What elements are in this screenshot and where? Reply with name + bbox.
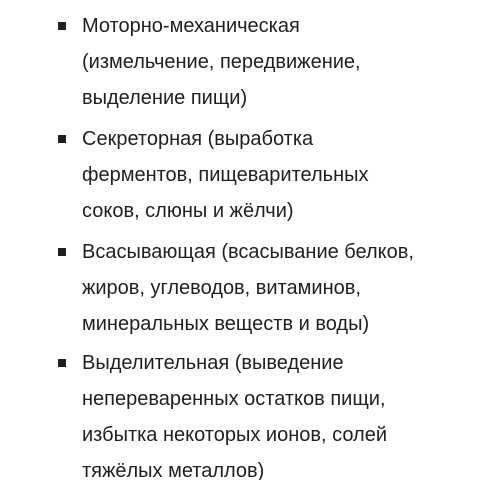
bullet-icon (58, 359, 66, 367)
bullet-icon (58, 248, 66, 256)
list-item-line: Секреторная (выработка (82, 128, 314, 150)
list-item-line: выделение пищи) (82, 87, 248, 109)
list-item-line: избытка некоторых ионов, солей (82, 424, 387, 446)
list-item-line: непереваренных остатков пищи, (82, 388, 386, 410)
list-item-line: Всасывающая (всасывание белков, (82, 241, 414, 263)
list-item-line: жиров, углеводов, витаминов, (82, 277, 361, 299)
list-item-line: соков, слюны и жёлчи) (82, 200, 294, 222)
list-item-line: (измельчение, передвижение, (82, 51, 361, 73)
list-item-line: минеральных веществ и воды) (82, 313, 370, 335)
list-item-line: тяжёлых металлов) (82, 460, 265, 480)
bullet-icon (58, 135, 66, 143)
bullet-icon (58, 22, 66, 30)
list-item-line: Моторно-механическая (82, 15, 300, 37)
list-item-line: ферментов, пищеварительных (82, 164, 369, 186)
list-item-line: Выделительная (выведение (82, 352, 344, 374)
